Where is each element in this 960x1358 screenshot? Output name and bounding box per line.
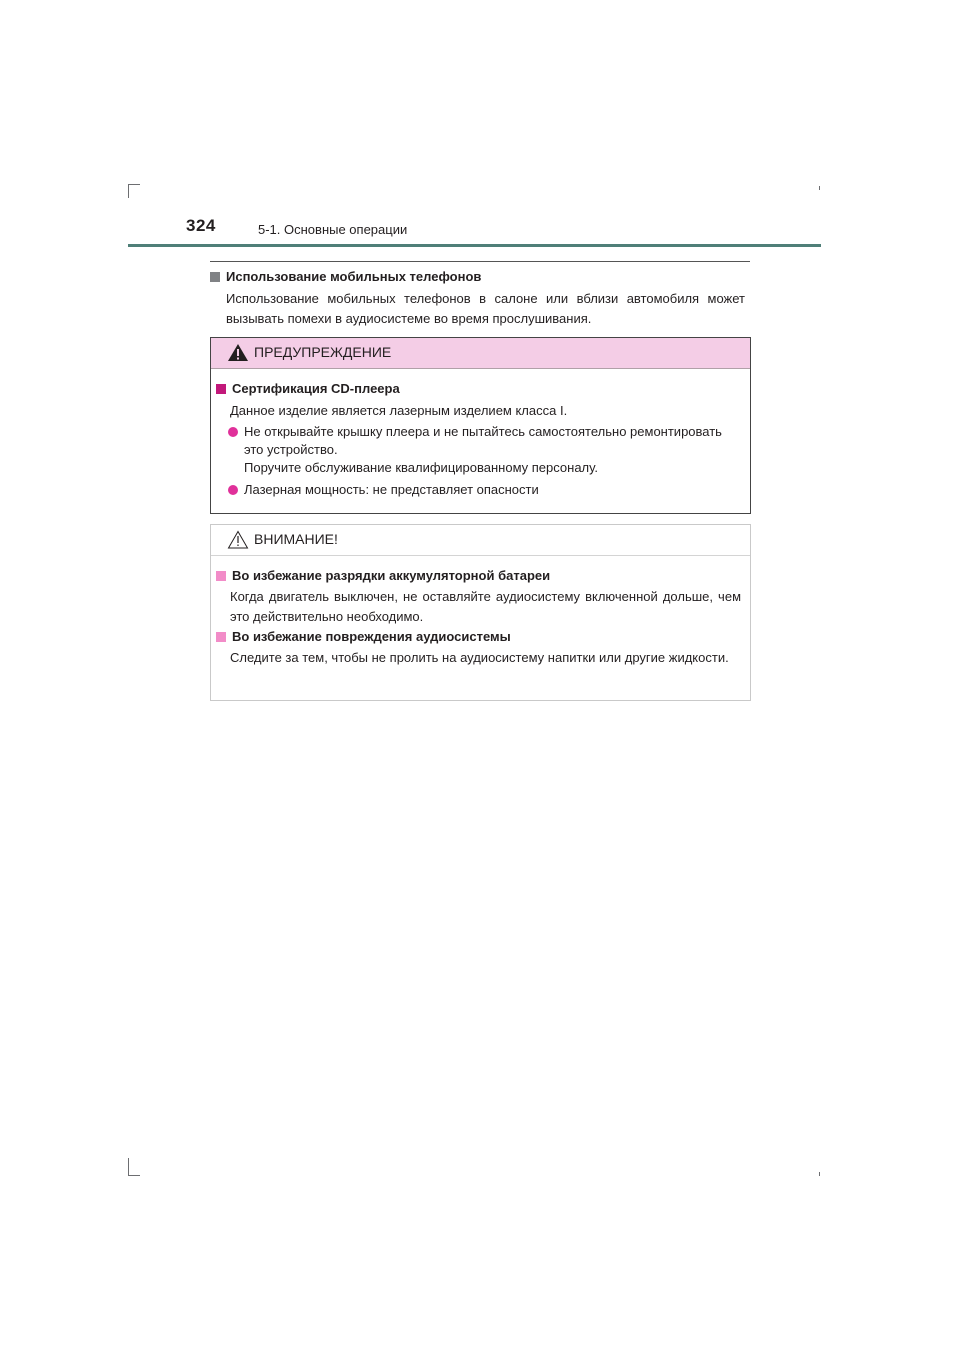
crop-mark-bottom-right — [819, 1172, 820, 1176]
warning-bullet-1-line-3: Поручите обслуживание квалифицированному персоналу. — [244, 460, 598, 475]
caution-header — [211, 525, 750, 556]
caution-heading-2-text: Во избежание повреждения аудиосистемы — [232, 629, 511, 644]
crop-mark-bottom-left-v — [128, 1158, 129, 1176]
caution-heading-1-text: Во избежание разрядки аккумуляторной батареи — [232, 568, 551, 583]
square-bullet-icon — [216, 384, 226, 394]
section-title: 5-1. Основные операции — [258, 222, 408, 237]
caution-label: ВНИМАНИЕ! — [254, 531, 338, 547]
caution-heading-2 — [216, 629, 511, 644]
square-bullet-icon — [216, 632, 226, 642]
warning-bullet-2: Лазерная мощность: не представляет опасности — [244, 482, 539, 497]
page-number: 324 — [186, 216, 216, 235]
caution-text-1: Когда двигатель выключен, не оставляйте аудиосистему включенной дольше, чем это действительно необходимо. — [230, 589, 741, 624]
intro-heading-text: Использование мобильных телефонов — [226, 269, 482, 284]
crop-mark-top-left-h — [128, 184, 140, 185]
bullet-dot-icon — [228, 485, 238, 495]
warning-text: Данное изделие является лазерным изделием класса I. — [230, 403, 568, 418]
caution-triangle-icon — [227, 530, 249, 549]
header-rule — [128, 244, 821, 247]
crop-mark-top-left-v — [128, 184, 129, 198]
intro-heading — [210, 269, 481, 284]
warning-header — [211, 338, 750, 369]
warning-heading-text: Сертификация CD-плеера — [232, 381, 400, 396]
caution-box — [210, 524, 751, 701]
caution-heading-1 — [216, 568, 550, 583]
warning-heading — [216, 381, 400, 396]
caution-text-2: Следите за тем, чтобы не пролить на аудиосистему напитки или другие жидкости. — [230, 650, 729, 665]
warning-box — [210, 337, 751, 514]
warning-bullet-1-line-1: Не открывайте крышку плеера и не пытайтесь самостоятельно ремонтировать — [244, 424, 722, 439]
bullet-dot-icon — [228, 427, 238, 437]
crop-mark-top-right — [819, 186, 820, 190]
warning-label: ПРЕДУПРЕЖДЕНИЕ — [254, 344, 392, 360]
divider — [210, 261, 750, 262]
square-bullet-icon — [210, 272, 220, 282]
square-bullet-icon — [216, 571, 226, 581]
intro-text: Использование мобильных телефонов в салоне или вблизи автомобиля может вызывать помехи в аудиосистеме во время прослушивания. — [226, 291, 745, 326]
warning-bullet-1-line-2: это устройство. — [244, 442, 338, 457]
crop-mark-bottom-left-h — [128, 1175, 140, 1176]
warning-triangle-icon — [227, 343, 249, 362]
